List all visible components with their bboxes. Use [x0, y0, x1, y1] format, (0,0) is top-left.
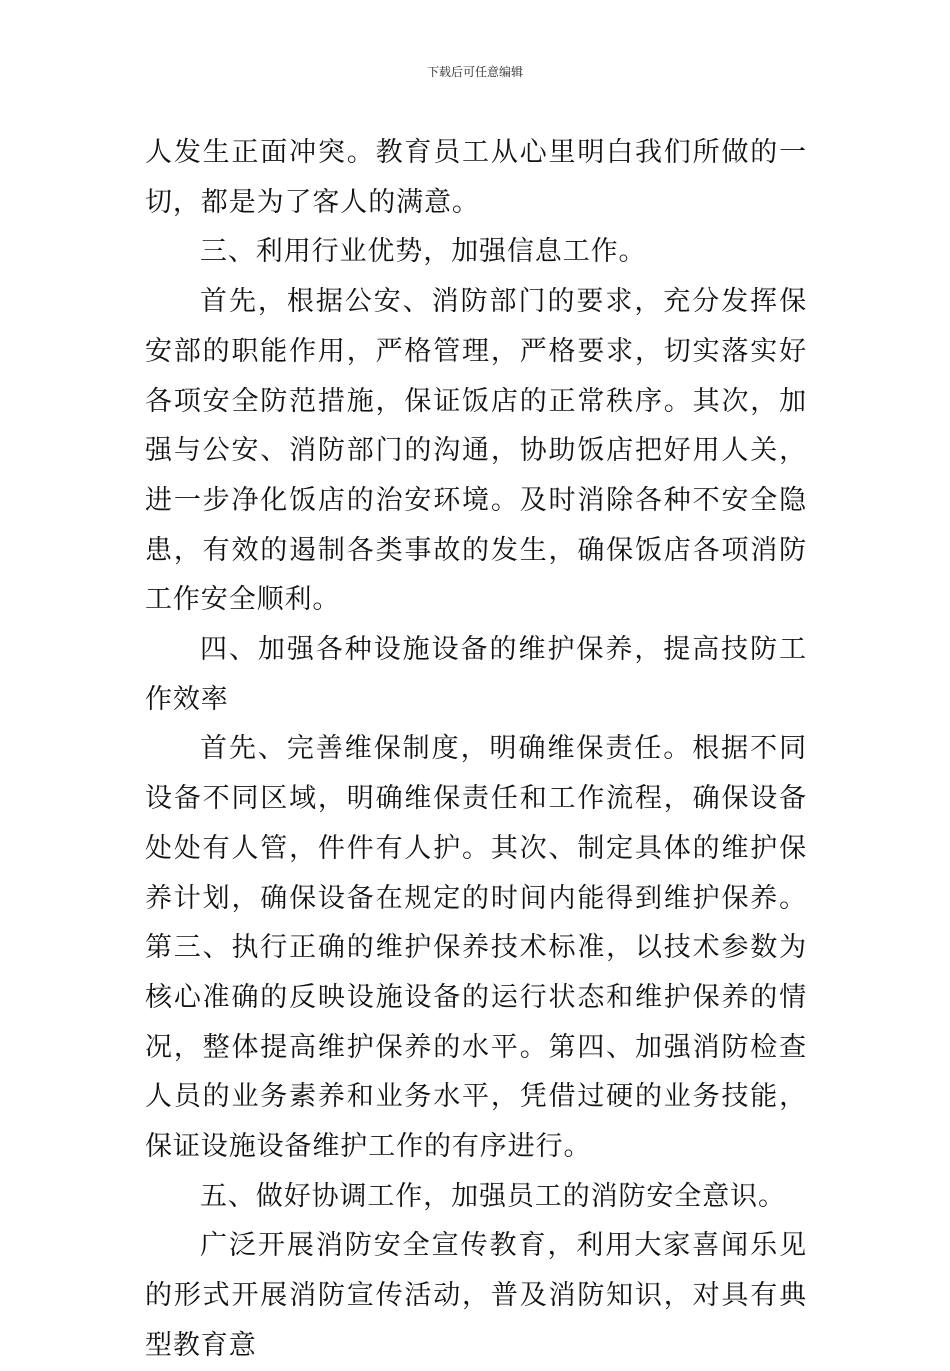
- document-body: [145, 128, 807, 1371]
- paragraph-section-five: 广泛开展消防安全宣传教育，利用大家喜闻乐见的形式开展消防宣传活动，普及消防知识，对具有典型教育意: [145, 1230, 807, 1361]
- paragraph-intro-continuation: 人发生正面冲突。教育员工从心里明白我们所做的一切，都是为了客人的满意。: [145, 137, 807, 218]
- paragraph-section-three: 首先，根据公安、消防部门的要求，充分发挥保安部的职能作用，严格管理，严格要求，切实落实好各项安全防范措施，保证饭店的正常秩序。其次，加强与公安、消防部门的沟通，协助饭店把好用人关，进一步净化饭店的治安环境。及时消除各种不安全隐患，有效的遏制各类事故的发生，确保饭店各项消防工作安全顺利。: [145, 286, 807, 616]
- section-heading-five: 五、做好协调工作，加强员工的消防安全意识。: [200, 1180, 786, 1212]
- section-heading-three: 三、利用行业优势，加强信息工作。: [200, 236, 647, 268]
- paragraph-section-four: 首先、完善维保制度，明确维保责任。根据不同设备不同区域，明确维保责任和工作流程，确保设备处处有人管，件件有人护。其次、制定具体的维护保养计划，确保设备在规定的时间内能得到维护保养。第三、执行正确的维护保养技术标准，以技术参数为核心准确的反映设施设备的运行状态和维护保养的情况，整体提高维护保养的水平。第四、加强消防检查人员的业务素养和业务水平，凭借过硬的业务技能，保证设施设备维护工作的有序进行。: [145, 733, 807, 1163]
- header-note: 下载后可任意编辑: [426, 65, 523, 79]
- section-heading-four: 四、加强各种设施设备的维护保养，提高技防工作效率: [145, 634, 807, 715]
